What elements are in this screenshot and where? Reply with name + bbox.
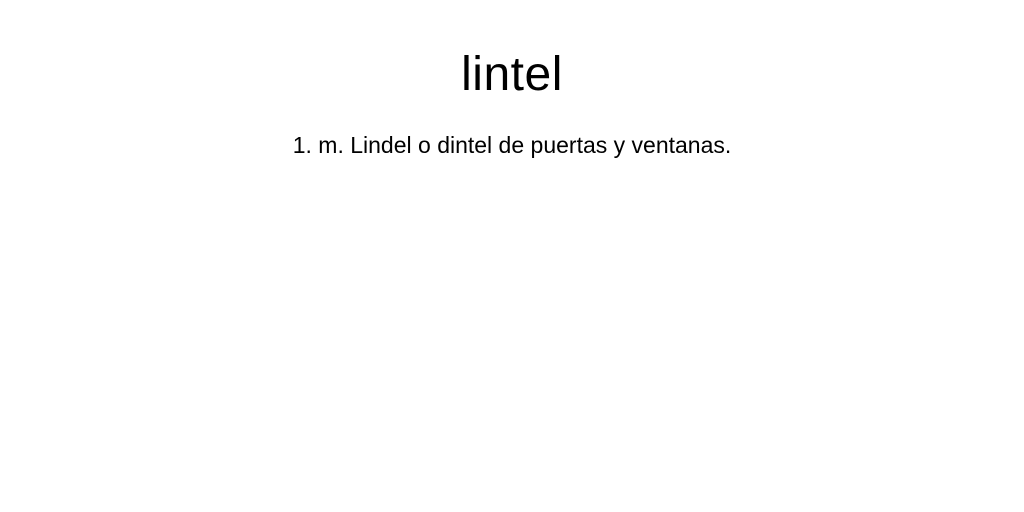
definition-1: 1. m. Lindel o dintel de puertas y ventanas.: [292, 132, 732, 158]
entry-headword: lintel: [461, 48, 563, 101]
